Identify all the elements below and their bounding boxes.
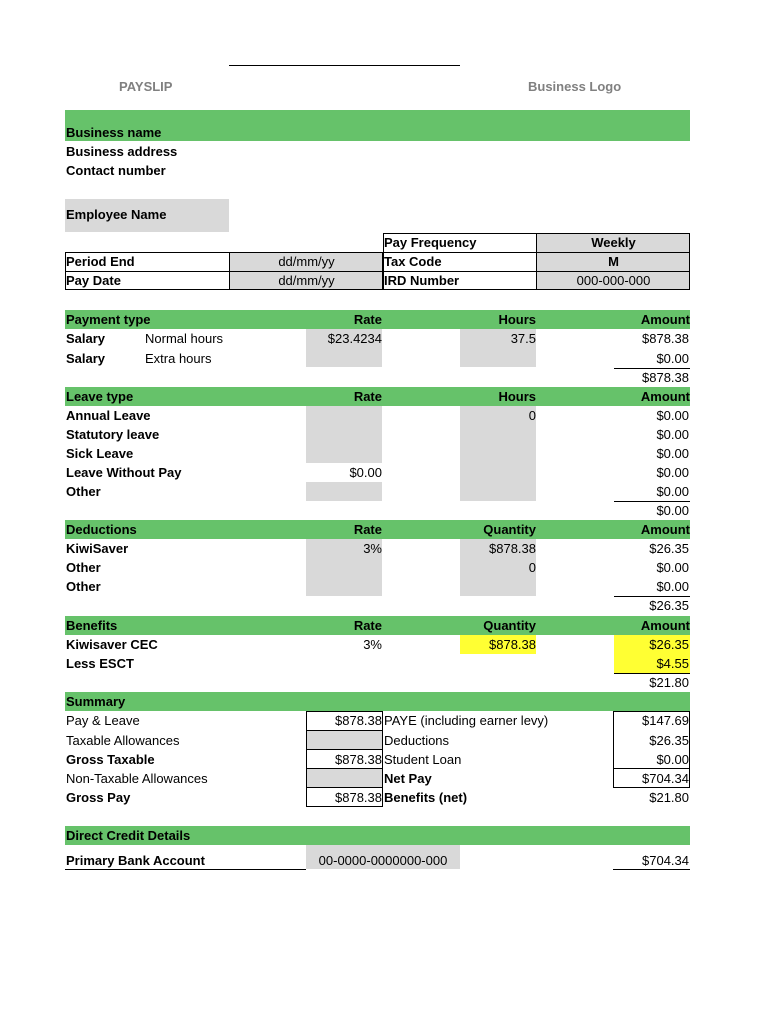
summary-right-label: Deductions bbox=[384, 733, 450, 748]
leave-row-rate: $0.00 bbox=[349, 465, 382, 480]
payment-row-rate: $23.4234 bbox=[327, 331, 382, 346]
payment-row-hours: 37.5 bbox=[510, 331, 536, 346]
leave-row-amount: $0.00 bbox=[656, 427, 689, 442]
deduction-row-amount: $0.00 bbox=[656, 579, 689, 594]
pay-frequency-label: Pay Frequency bbox=[384, 235, 477, 250]
deductions-qty-header: Quantity bbox=[483, 522, 536, 537]
leave-row-hours: 0 bbox=[528, 408, 536, 423]
non-taxable-allowances-input-cell bbox=[307, 769, 382, 787]
leave-row-amount: $0.00 bbox=[656, 408, 689, 423]
benefit-row-type: Less ESCT bbox=[66, 656, 134, 671]
payslip-title: PAYSLIP bbox=[119, 79, 173, 94]
ird-value: 000-000-000 bbox=[576, 273, 651, 288]
deductions-rate-header: Rate bbox=[353, 522, 382, 537]
payment-rate-header: Rate bbox=[353, 312, 382, 327]
direct-credit-underline-left bbox=[65, 869, 306, 870]
business-logo-placeholder: Business Logo bbox=[528, 79, 622, 94]
primary-bank-account-label: Primary Bank Account bbox=[66, 853, 205, 868]
ird-label: IRD Number bbox=[384, 273, 460, 288]
period-end-value: dd/mm/yy bbox=[278, 254, 335, 269]
deduction-row-rate: 3% bbox=[363, 541, 382, 556]
summary-right-value: $21.80 bbox=[649, 790, 689, 805]
deductions-amount-header: Amount bbox=[640, 522, 690, 537]
summary-right-value: $147.69 bbox=[642, 713, 689, 728]
business-name: Business name bbox=[66, 125, 162, 140]
leave-rate-input-cell-bottom bbox=[306, 482, 382, 501]
payment-row-amount: $0.00 bbox=[656, 351, 689, 366]
leave-row-type: Other bbox=[66, 484, 101, 499]
pay-date-label: Pay Date bbox=[66, 273, 121, 288]
taxable-allowances-input-cell bbox=[307, 731, 382, 749]
deduction-row-amount: $26.35 bbox=[649, 541, 689, 556]
leave-rate-header: Rate bbox=[353, 389, 382, 404]
benefit-row-rate: 3% bbox=[363, 637, 382, 652]
benefits-amount-header: Amount bbox=[640, 618, 690, 633]
leave-row-amount: $0.00 bbox=[656, 484, 689, 499]
employee-name-label: Employee Name bbox=[66, 207, 167, 222]
payment-row-desc: Normal hours bbox=[145, 331, 224, 346]
summary-right-value: $704.34 bbox=[642, 771, 689, 786]
direct-credit-amount: $704.34 bbox=[642, 853, 689, 868]
summary-right-value: $26.35 bbox=[649, 733, 689, 748]
payment-total: $878.38 bbox=[642, 370, 689, 385]
leave-hours-header: Hours bbox=[498, 389, 536, 404]
deduction-row-type: Other bbox=[66, 579, 101, 594]
summary-right-label: PAYE (including earner levy) bbox=[384, 713, 549, 728]
payment-row-desc: Extra hours bbox=[145, 351, 212, 366]
business-address: Business address bbox=[66, 144, 178, 159]
leave-row-type: Statutory leave bbox=[66, 427, 160, 442]
pay-frequency-value: Weekly bbox=[591, 235, 636, 250]
leave-row-type: Annual Leave bbox=[66, 408, 151, 423]
summary-left-value: $878.38 bbox=[335, 752, 382, 767]
bank-account-number: 00-0000-0000000-000 bbox=[318, 853, 448, 868]
leave-row-amount: $0.00 bbox=[656, 465, 689, 480]
leave-amount-header: Amount bbox=[640, 389, 690, 404]
deduction-row-qty: $878.38 bbox=[489, 541, 536, 556]
tax-code-label: Tax Code bbox=[384, 254, 442, 269]
summary-right-label: Net Pay bbox=[384, 771, 432, 786]
pay-date-value: dd/mm/yy bbox=[278, 273, 335, 288]
deductions-type-header: Deductions bbox=[66, 522, 137, 537]
summary-left-divider-1 bbox=[306, 730, 383, 731]
benefit-row-amount: $4.55 bbox=[656, 656, 689, 671]
summary-right-label: Benefits (net) bbox=[384, 790, 468, 805]
summary-right-value: $0.00 bbox=[656, 752, 689, 767]
leave-row-amount: $0.00 bbox=[656, 446, 689, 461]
payment-row-type: Salary bbox=[66, 331, 106, 346]
payment-row-type: Salary bbox=[66, 351, 106, 366]
leave-row-type: Sick Leave bbox=[66, 446, 134, 461]
summary-left-value: $878.38 bbox=[335, 790, 382, 805]
direct-credit-header: Direct Credit Details bbox=[66, 828, 191, 843]
deductions-total: $26.35 bbox=[649, 598, 689, 613]
benefits-type-header: Benefits bbox=[66, 618, 118, 633]
tax-code-value: M bbox=[608, 254, 619, 269]
payment-hours-header: Hours bbox=[498, 312, 536, 327]
benefit-row-qty: $878.38 bbox=[489, 637, 536, 652]
contact-number: Contact number bbox=[66, 163, 166, 178]
deduction-row-amount: $0.00 bbox=[656, 560, 689, 575]
payment-row-amount: $878.38 bbox=[642, 331, 689, 346]
period-end-label: Period End bbox=[66, 254, 135, 269]
summary-header-bar bbox=[65, 692, 690, 711]
direct-credit-underline-right bbox=[613, 869, 690, 870]
benefit-row-amount: $26.35 bbox=[649, 637, 689, 652]
top-signature-line bbox=[229, 65, 460, 66]
benefits-total: $21.80 bbox=[649, 675, 689, 690]
leave-rate-input-cells-top bbox=[306, 406, 382, 463]
summary-left-label: Non-Taxable Allowances bbox=[66, 771, 208, 786]
summary-right-label: Student Loan bbox=[384, 752, 462, 767]
benefit-row-type: Kiwisaver CEC bbox=[66, 637, 158, 652]
leave-type-header: Leave type bbox=[66, 389, 134, 404]
summary-header: Summary bbox=[66, 694, 126, 709]
benefits-rate-header: Rate bbox=[353, 618, 382, 633]
payment-type-header: Payment type bbox=[66, 312, 151, 327]
benefits-qty-header: Quantity bbox=[483, 618, 536, 633]
summary-left-label: Taxable Allowances bbox=[66, 733, 180, 748]
deduction-row-type: Other bbox=[66, 560, 101, 575]
leave-total: $0.00 bbox=[656, 503, 689, 518]
leave-row-type: Leave Without Pay bbox=[66, 465, 182, 480]
summary-left-value: $878.38 bbox=[335, 713, 382, 728]
deduction-row-type: KiwiSaver bbox=[66, 541, 129, 556]
summary-left-label: Pay & Leave bbox=[66, 713, 140, 728]
summary-left-label: Gross Pay bbox=[66, 790, 131, 805]
summary-left-label: Gross Taxable bbox=[66, 752, 155, 767]
deduction-row-qty: 0 bbox=[528, 560, 536, 575]
payment-amount-header: Amount bbox=[640, 312, 690, 327]
